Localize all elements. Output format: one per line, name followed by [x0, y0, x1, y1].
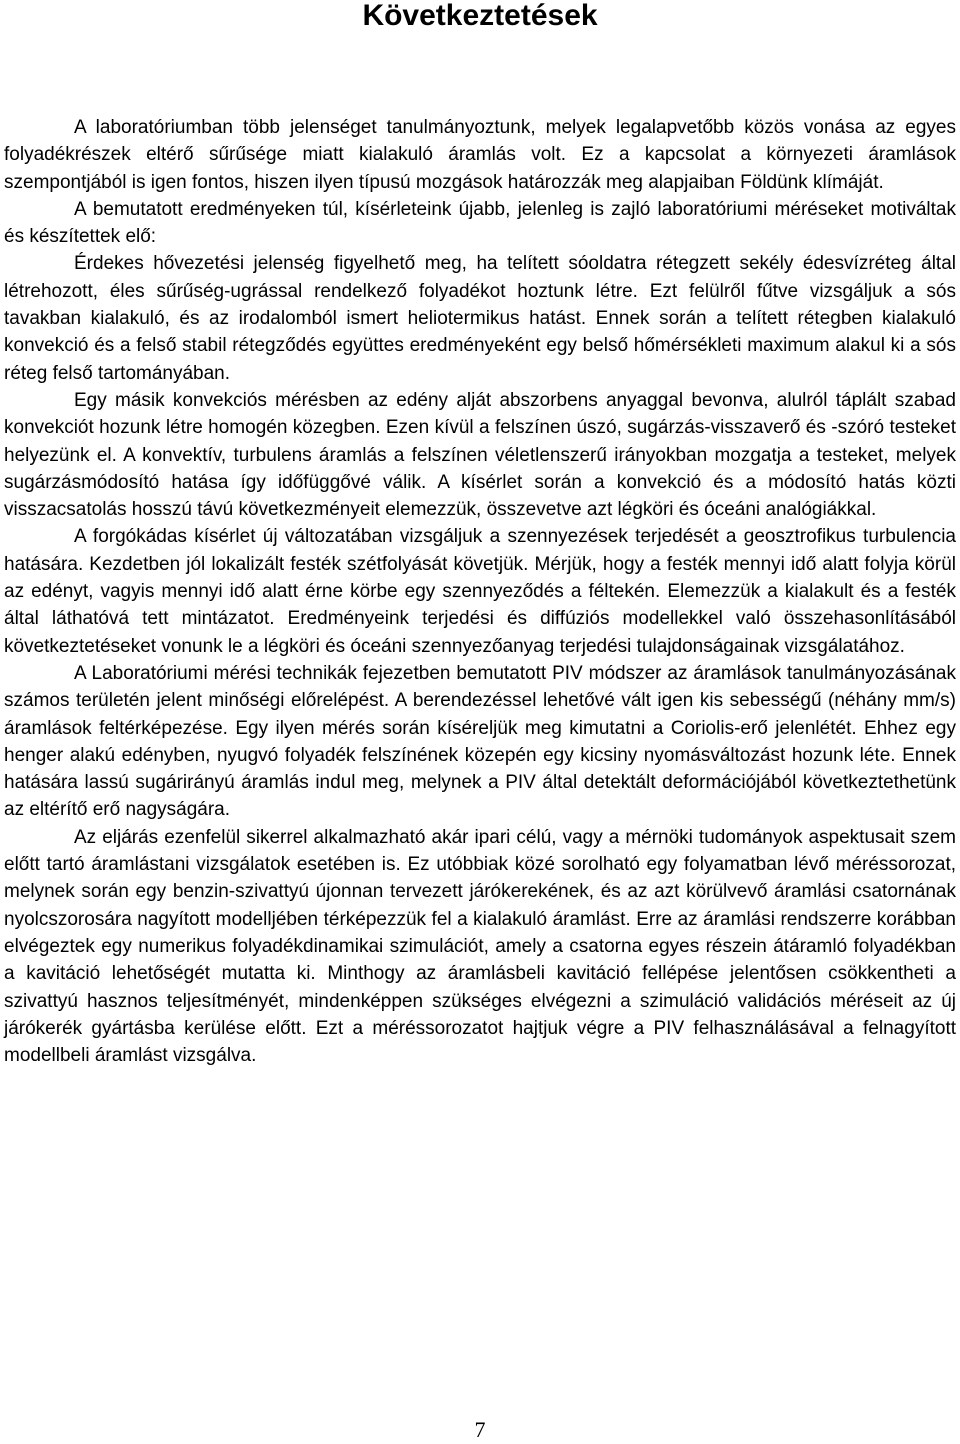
paragraph-motivation: A bemutatott eredményeken túl, kísérleteink újabb, jelenleg is zajló laboratóriumi méréseket motiváltak és készítettek elő: [4, 198, 956, 248]
paragraph-industrial: Az eljárás ezenfelül sikerrel alkalmazható akár ipari célú, vagy a mérnöki tudományok aspektusait szem előtt tartó áramlástani vizsgálatok esetében is. Ez utóbbiak közé sorolható egy folyamatban lévő méréssorozat, melynek során egy benzin-szivattyú újonnan tervezett járókerekének, és az azt körülvevő áramlási csatornának nyolcszorosára nagyított modelljében térképezzük fel a kialakuló áramlást. Erre az áramlási rendszerre korábban elvégeztek egy numerikus folyadékdinamikai szimulációt, amely a csatorna egyes részein átáramló folyadékban a kavitáció lehetőségét mutatta ki. Minthogy az áramlásbeli kavitáció fellépése jelentősen csökkentheti a szivattyú hasznos teljesítményét, mindenképpen szükséges elvégezni a szimuláció validációs méréseit az új járókerék gyártásba kerülése előtt. Ezt a méréssorozatot hajtjuk végre a PIV felhasználásával a felnagyított modellbeli áramlást vizsgálva. [4, 826, 956, 1067]
paragraph-piv: A Laboratóriumi mérési technikák fejezetben bemutatott PIV módszer az áramlások tanulmányozásának számos területén jelent minőségi előrelépést. A berendezéssel lehetővé vált igen kis sebességű (néhány mm/s) áramlások feltérképezése. Egy ilyen mérés során kíséreljük meg kimutatni a Coriolis-erő jelenlétét. Ehhez egy henger alakú edényben, nyugvó folyadék felszínének közepén egy kicsiny nyomásváltozást hozunk léte. Ennek hatására lassú sugárirányú áramlás indul meg, melynek a PIV által detektált deformációjából következtethetünk az eltérítő erő nagyságára. [4, 662, 956, 821]
paragraph-convection: Egy másik konvekciós mérésben az edény alját abszorbens anyaggal bevonva, alulról táplált szabad konvekciót hozunk létre homogén közegben. Ezen kívül a felszínen úszó, sugárzás-visszaverő és -szóró testeket helyezünk el. A konvektív, turbulens áramlás a felszínen véletlenszerű irányokban mozgatja a testeket, melyek sugárzásmódosító hatása így időfüggővé válik. A kísérlet során a konvekció és a módosító hatás közti visszacsatolás hosszú távú következményeit elemezzük, összevetve azt légköri és óceáni analógiákkal. [4, 389, 956, 521]
paragraph-intro: A laboratóriumban több jelenséget tanulmányoztunk, melyek legalapvetőbb közös vonása az egyes folyadékrészek eltérő sűrűsége miatt kialakuló áramlás volt. Ez a kapcsolat a környezeti áramlások szempontjából is igen fontos, hiszen ilyen típusú mozgások határozzák meg alapjaiban Földünk klímáját. [4, 117, 956, 193]
body-text [4, 114, 956, 1069]
paragraph-heat-conduction: Érdekes hővezetési jelenség figyelhető meg, ha telített sóoldatra rétegzett sekély édesvízréteg által létrehozott, éles sűrűség-ugrással rendelkező folyadékot hoztunk létre. Ezt felülről fűtve vizsgáljuk a sós tavakban kialakuló, és az irodalomból ismert heliotermikus hatást. Ennek során a telített rétegben kialakuló konvekció és a felső stabil rétegződés együttes eredményeként egy belső hőmérsékleti maximum alakul ki a sós réteg felső tartományában. [4, 253, 956, 384]
page-number: 7 [474, 1417, 486, 1442]
page-title: Következtetések [362, 0, 598, 32]
paragraph-rotating-tank: A forgókádas kísérlet új változatában vizsgáljuk a szennyezések terjedését a geosztrofikus turbulencia hatására. Kezdetben jól lokalizált festék szétfolyását követjük. Mérjük, hogy a festék mennyi idő alatt folyja körül az edényt, vagyis mennyi idő alatt érne körbe egy szennyeződés a féltekén. Elemezzük a kialakult és a festék által láthatóvá tett mintázatot. Eredményeink terjedési és diffúziós modellekkel való összehasonlításából következtetéseket vonunk le a légköri és óceáni szennyezőanyag terjedési tulajdonságainak vizsgálatához. [4, 526, 956, 657]
